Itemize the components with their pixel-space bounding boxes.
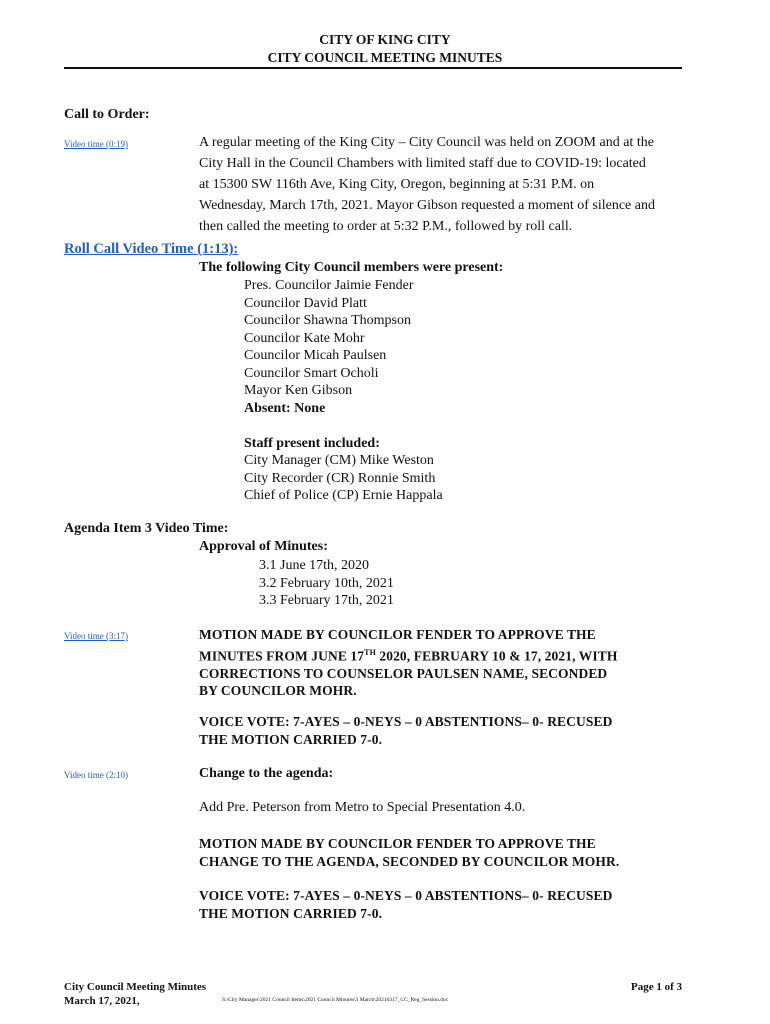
video-time-link-3-17[interactable]: Video time (3:17)	[64, 631, 128, 641]
motion-line: MOTION MADE BY COUNCILOR FENDER TO APPROVE THE	[199, 627, 596, 642]
motion-line-part: MINUTES FROM JUNE 17	[199, 648, 365, 663]
staff-heading: Staff present included:	[244, 435, 380, 451]
motion-change-agenda	[199, 835, 619, 870]
document-title	[0, 31, 770, 67]
paragraph-line: A regular meeting of the King City – City Council was held on ZOOM and at the	[199, 135, 654, 150]
member-item: Councilor Micah Paulsen	[244, 348, 387, 363]
member-item: Pres. Councilor Jaimie Fender	[244, 278, 414, 293]
staff-item: City Recorder (CR) Ronnie Smith	[244, 470, 436, 486]
roll-call-video-link[interactable]: Roll Call Video Time (1:13):	[64, 241, 239, 257]
footer-file-path: S:\City Manager\2021 Council Items\2021 Council Minutes\3 March\20210317_CC_Reg_Session.doc	[222, 997, 449, 1003]
footer-left	[64, 980, 206, 1008]
call-to-order-heading: Call to Order:	[64, 107, 150, 122]
title-line-1: CITY OF KING CITY	[319, 32, 451, 47]
video-time-link-0-19[interactable]: Video time (0:19)	[64, 139, 128, 149]
footer-title: City Council Meeting Minutes	[64, 981, 207, 993]
absent-line: Absent: None	[244, 400, 326, 416]
motion-line: BY COUNCILOR MOHR.	[199, 683, 357, 698]
minutes-item: 3.3 February 17th, 2021	[259, 593, 394, 608]
paragraph-line: Wednesday, March 17th, 2021. Mayor Gibson requested a moment of silence and	[199, 198, 655, 213]
member-item: Councilor David Platt	[244, 295, 367, 311]
member-item: Councilor Kate Mohr	[244, 330, 365, 346]
header-rule	[64, 67, 682, 69]
vote-result-2	[199, 887, 612, 922]
vote-line: THE MOTION CARRIED 7-0.	[199, 731, 383, 747]
change-agenda-heading: Change to the agenda:	[199, 766, 334, 781]
vote-result-1	[199, 713, 612, 748]
paragraph-line: City Hall in the Council Chambers with limited staff due to COVID-19: located	[199, 156, 646, 171]
motion-line-part: 2020, FEBRUARY 10 & 17, 2021, WITH	[375, 648, 618, 663]
member-item: Mayor Ken Gibson	[244, 383, 353, 398]
staff-item: Chief of Police (CP) Ernie Happala	[244, 488, 443, 503]
members-list	[244, 277, 443, 505]
ordinal-superscript: TH	[364, 647, 376, 657]
page-number: Page 1 of 3	[630, 981, 682, 993]
paragraph-line: at 15300 SW 116th Ave, King City, Oregon, beginning at 5:31 P.M. on	[199, 177, 595, 192]
footer-date: March 17, 2021,	[64, 995, 140, 1007]
vote-line: VOICE VOTE: 7-AYES – 0-NEYS – 0 ABSTENTIONS– 0- RECUSED	[199, 714, 613, 729]
change-agenda-text: Add Pre. Peterson from Metro to Special Presentation 4.0.	[199, 800, 526, 815]
minutes-item: 3.1 June 17th, 2020	[259, 558, 370, 573]
members-present-heading: The following City Council members were present:	[199, 260, 504, 275]
staff-item: City Manager (CM) Mike Weston	[244, 453, 434, 468]
motion-approve-minutes	[199, 626, 617, 700]
vote-line: VOICE VOTE: 7-AYES – 0-NEYS – 0 ABSTENTIONS– 0- RECUSED	[199, 888, 613, 903]
agenda-item-3-heading: Agenda Item 3 Video Time:	[64, 521, 229, 536]
vote-line: THE MOTION CARRIED 7-0.	[199, 905, 383, 921]
minutes-list	[259, 557, 394, 610]
paragraph-line: then called the meeting to order at 5:32 P.M., followed by roll call.	[199, 219, 573, 234]
approval-of-minutes-heading: Approval of Minutes:	[199, 539, 328, 554]
video-time-link-2-10[interactable]: Video time (2:10)	[64, 770, 128, 780]
title-line-2: CITY COUNCIL MEETING MINUTES	[267, 50, 503, 65]
call-to-order-paragraph	[199, 132, 689, 237]
member-item: Councilor Shawna Thompson	[244, 313, 411, 328]
motion-line: MOTION MADE BY COUNCILOR FENDER TO APPROVE THE	[199, 836, 596, 851]
motion-line	[199, 644, 617, 665]
motion-line: CHANGE TO THE AGENDA, SECONDED BY COUNCILOR MOHR.	[199, 853, 620, 869]
motion-line: CORRECTIONS TO COUNSELOR PAULSEN NAME, SECONDED	[199, 665, 608, 681]
member-item: Councilor Smart Ocholi	[244, 365, 379, 381]
minutes-item: 3.2 February 10th, 2021	[259, 575, 394, 591]
